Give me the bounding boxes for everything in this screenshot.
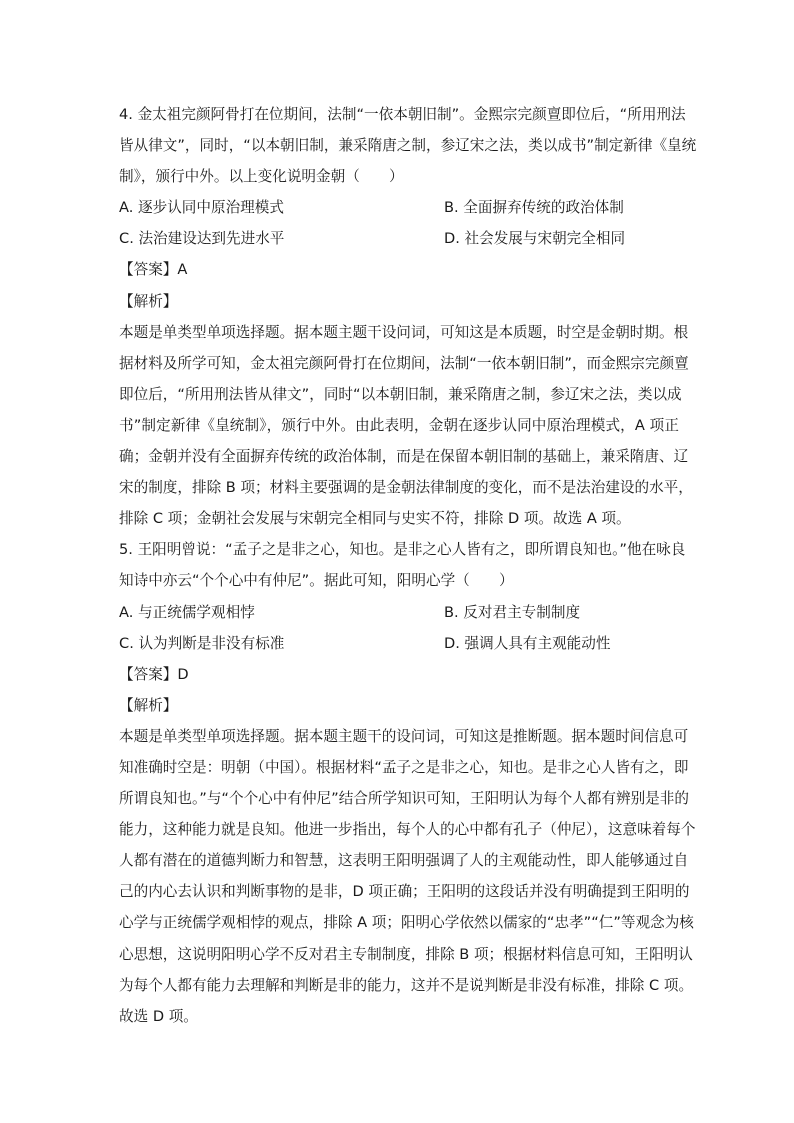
options-row xyxy=(119,628,679,659)
question-5 xyxy=(119,534,696,1032)
options-row xyxy=(119,597,679,628)
analysis-line: 为每个人都有能力去理解和判断是非的能力，这并不是说判断是非没有标准，排除 C 项。 xyxy=(119,976,694,994)
stem-line: 皆从律文”，同时，“以本朝旧制，兼采隋唐之制，参辽宋之法，类以成书”制定新律《皇统 xyxy=(119,137,697,155)
question-4 xyxy=(119,99,697,534)
analysis-line: 排除 C 项；金朝社会发展与宋朝完全相同与史实不符，排除 D 项。故选 A 项。 xyxy=(119,510,631,528)
analysis-line: 心思想，这说明阳明心学不反对君主专制制度，排除 B 项；根据材料信息可知，王阳明认 xyxy=(119,945,693,963)
option-b: B. 全面摒弃传统的政治体制 xyxy=(444,199,624,217)
analysis-line: 知准确时空是：明朝（中国）。根据材料“孟子之是非之心，知也。是非之心人皆有之，即 xyxy=(119,758,689,776)
analysis-line: 书”制定新律《皇统制》，颁行中外。由此表明，金朝在逐步认同中原治理模式，A 项正 xyxy=(119,416,679,434)
option-b: B. 反对君主专制制度 xyxy=(444,603,581,621)
analysis-label: 【解析】 xyxy=(119,292,178,310)
analysis-line: 据材料及所学可知，金太祖完颜阿骨打在位期间，法制“一依本朝旧制”，而金熙宗完颜亶 xyxy=(119,354,689,372)
analysis-label: 【解析】 xyxy=(119,696,178,714)
analysis-line: 宋的制度，排除 B 项；材料主要强调的是金朝法律制度的变化，而不是法治建设的水平， xyxy=(119,479,693,497)
question-4-stem xyxy=(119,99,697,192)
options-row xyxy=(119,223,679,254)
analysis-line: 故选 D 项。 xyxy=(119,1007,198,1025)
document-page xyxy=(119,99,697,1032)
question-4-analysis xyxy=(119,317,693,535)
answer-label: 【答案】A xyxy=(119,261,188,279)
options-row xyxy=(119,192,679,223)
analysis-line: 本题是单类型单项选择题。据本题主题干设问词，可知这是本质题，时空是金朝时期。根 xyxy=(119,323,689,341)
option-a: A. 与正统儒学观相悖 xyxy=(119,603,255,621)
analysis-line: 心学与正统儒学观相悖的观点，排除 A 项；阳明心学依然以儒家的“忠孝”“仁”等观念为核 xyxy=(119,914,694,932)
analysis-line: 确；金朝并没有全面摒弃传统的政治体制，而是在保留本朝旧制的基础上，兼采隋唐、辽 xyxy=(119,448,689,466)
option-c: C. 法治建设达到先进水平 xyxy=(119,230,285,248)
question-5-stem xyxy=(119,534,686,596)
analysis-line: 人都有潜在的道德判断力和智慧，这表明王阳明强调了人的主观能动性，即人能够通过自 xyxy=(119,852,689,870)
stem-line: 制》，颁行中外。以上变化说明金朝（ ） xyxy=(119,168,404,186)
analysis-line: 能力，这种能力就是良知。他进一步指出，每个人的心中都有孔子（仲尼），这意味着每个 xyxy=(119,821,696,839)
option-d: D. 强调人具有主观能动性 xyxy=(444,634,611,652)
option-a: A. 逐步认同中原治理模式 xyxy=(119,199,284,217)
option-c: C. 认为判断是非没有标准 xyxy=(119,634,285,652)
analysis-line: 本题是单类型单项选择题。据本题主题干的设问词，可知这是推断题。据本题时间信息可 xyxy=(119,727,689,745)
analysis-line: 己的内心去认识和判断事物的是非，D 项正确；王阳明的这段话并没有明确提到王阳明的 xyxy=(119,883,690,901)
analysis-line: 所谓良知也。”与“个个心中有仲尼”结合所学知识可知，王阳明认为每个人都有辨别是非的 xyxy=(119,790,689,808)
stem-line: 知诗中亦云“个个心中有仲尼”。据此可知，阳明心学（ ） xyxy=(119,572,514,590)
stem-line: 4. 金太祖完颜阿骨打在位期间，法制“一依本朝旧制”。金熙宗完颜亶即位后，“所用刑法 xyxy=(119,106,686,123)
option-d: D. 社会发展与宋朝完全相同 xyxy=(444,230,626,248)
question-5-analysis xyxy=(119,721,696,1032)
analysis-line: 即位后，“所用刑法皆从律文”，同时“以本朝旧制，兼采隋唐之制，参辽宋之法，类以成 xyxy=(119,385,682,403)
answer-label: 【答案】D xyxy=(119,665,189,683)
stem-line: 5. 王阳明曾说：“孟子之是非之心，知也。是非之心人皆有之，即所谓良知也。”他在咏良 xyxy=(119,541,686,559)
